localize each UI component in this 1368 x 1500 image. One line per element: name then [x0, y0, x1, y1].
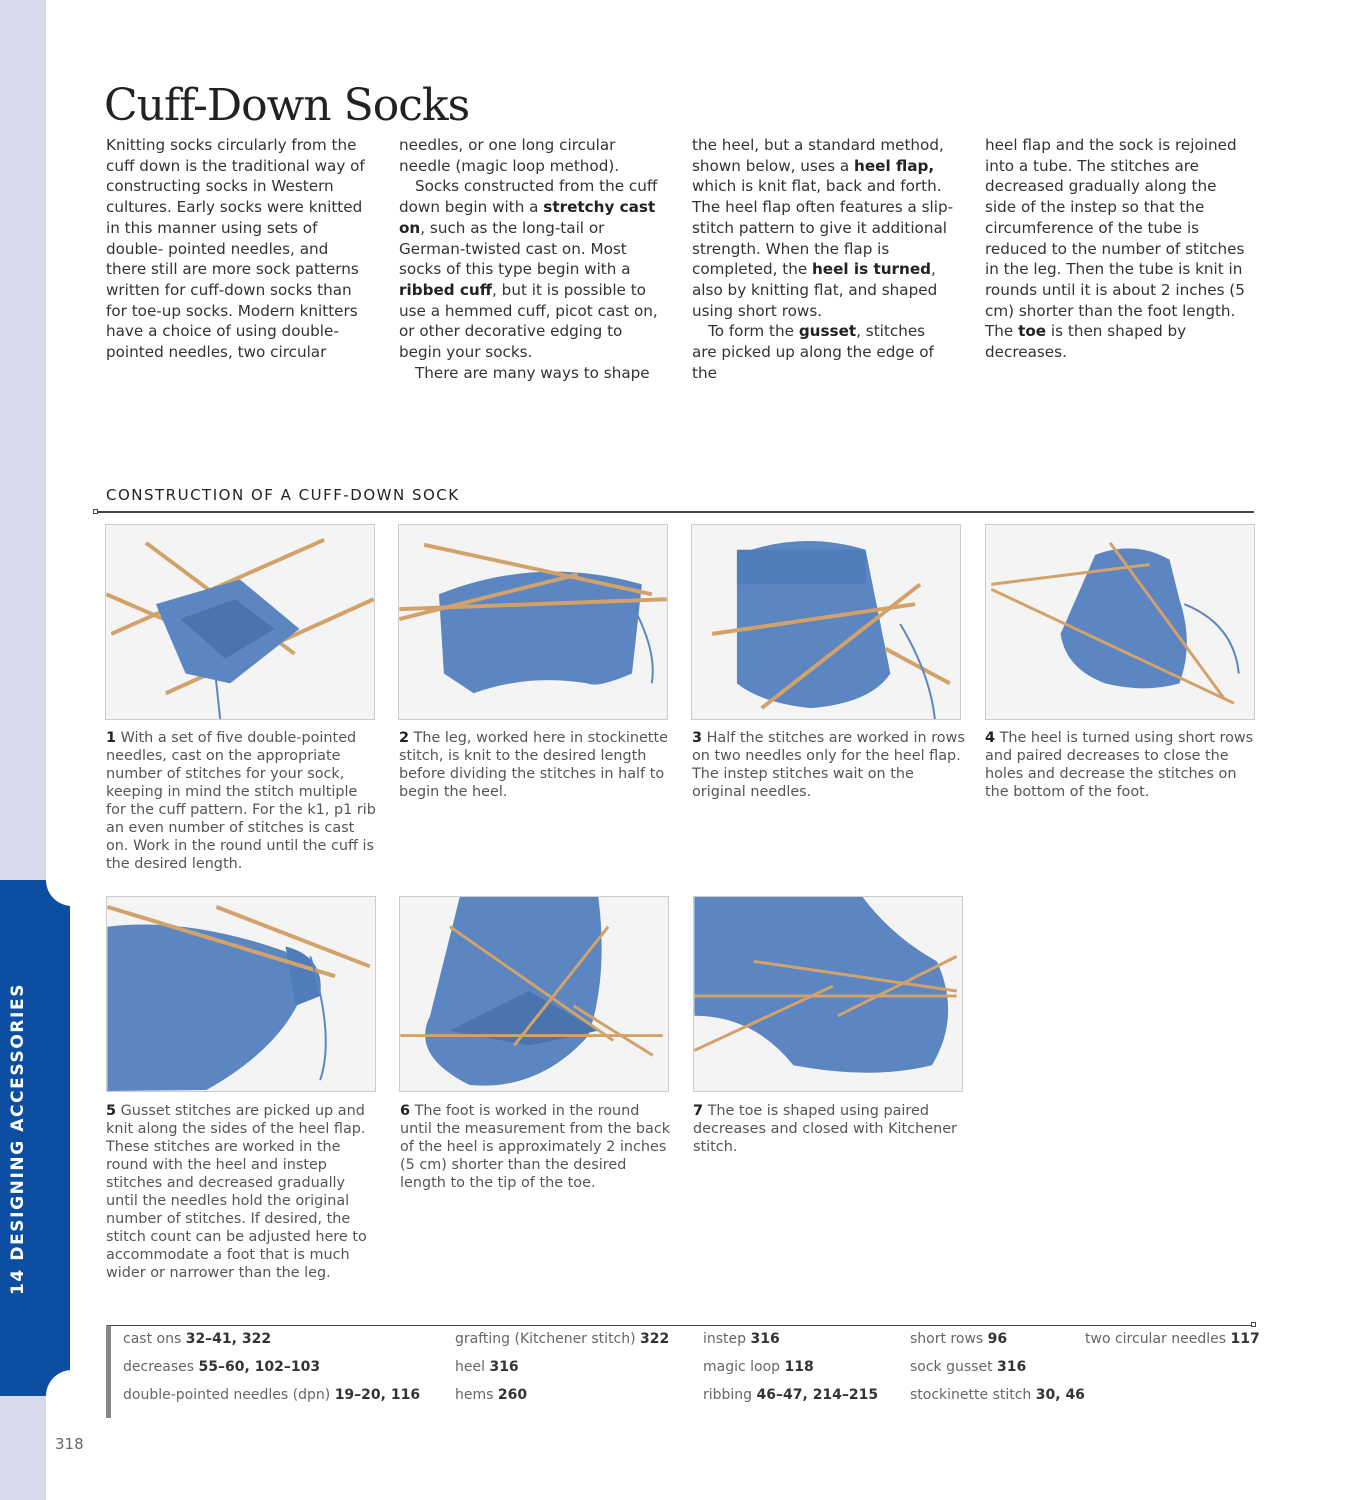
index-entry[interactable]: ribbing 46–47, 214–215	[703, 1387, 879, 1403]
page-number: 318	[55, 1435, 84, 1453]
term-toe: toe	[1018, 322, 1047, 341]
intro-paragraph: the heel, but a standard method, shown below, uses a heel flap, which is knit flat, back and forth. The heel flap often features a slip-stitch pattern to give it additional strength. When the flap is completed, the heel is turned, also by knitting flat, and shaped using short rows.	[692, 136, 954, 320]
index-entry[interactable]: short rows 96	[910, 1331, 1008, 1347]
step-1-caption: 1 With a set of five double-pointed needles, cast on the appropriate number of stitches for your sock, keeping in mind the stitch multiple for the cuff pattern. For the k1, p1 rib an even number of stitches is cast on. Work in the round until the cuff is the desired length.	[106, 730, 376, 872]
section-rule	[96, 511, 1254, 513]
step-4-photo	[985, 524, 1255, 720]
step-1-photo	[105, 524, 375, 720]
term-gusset: gusset	[798, 322, 857, 341]
rule-endpoint	[93, 509, 98, 514]
index-entry[interactable]: magic loop 118	[703, 1359, 814, 1375]
intro-column-3	[692, 135, 954, 383]
step-4-caption: 4 The heel is turned using short rows and paired decreases to close the holes and decrease the stitches on the bottom of the foot.	[985, 730, 1254, 800]
index-entry[interactable]: hems 260	[455, 1387, 528, 1403]
index-entry[interactable]: cast ons 32–41, 322	[123, 1331, 272, 1347]
intro-column-1	[106, 135, 368, 363]
intro-paragraph: To form the gusset, stitches are picked up along the edge of the	[692, 322, 934, 382]
step-5-caption: 5 Gusset stitches are picked up and knit along the sides of the heel flap. These stitches are worked in the round with the heel and instep stitches and decreased gradually until the needles hold the original number of stitches. If desired, the stitch count can be adjusted here to accommodate a foot that is much wider or narrower than the leg.	[106, 1103, 367, 1281]
step-2-photo	[398, 524, 668, 720]
intro-paragraph: There are many ways to shape	[415, 363, 650, 382]
term-stretchy-cast-on: stretchy cast on	[399, 198, 656, 237]
step-3-caption: 3 Half the stitches are worked in rows on two needles only for the heel flap. The instep stitches wait on the original needles.	[692, 730, 965, 800]
index-entry[interactable]: instep 316	[703, 1331, 780, 1347]
step-7-photo	[693, 896, 963, 1092]
step-6-photo	[399, 896, 669, 1092]
index-entry[interactable]: grafting (Kitchener stitch) 322	[455, 1331, 670, 1347]
step-7-caption: 7 The toe is shaped using paired decreases and closed with Kitchener stitch.	[693, 1103, 957, 1155]
intro-paragraph: Knitting socks circularly from the cuff down is the traditional way of constructing socks in Western cultures. Early socks were knitted in this manner using sets of double- pointed needles, and there still are more sock patterns written for cuff-down socks than for toe-up socks. Modern knitters have a choice of using double-pointed needles, two circular	[106, 136, 365, 362]
term-heel-flap: heel flap,	[854, 156, 935, 175]
term-heel-turned: heel is turned	[812, 260, 931, 279]
page-title: Cuff-Down Socks	[104, 80, 470, 131]
index-entry[interactable]: double-pointed needles (dpn) 19–20, 116	[123, 1387, 421, 1403]
index-entry[interactable]: heel 316	[455, 1359, 519, 1375]
step-2-caption: 2 The leg, worked here in stockinette stitch, is knit to the desired length before dividing the stitches in half to begin the heel.	[399, 730, 668, 800]
intro-column-4	[985, 135, 1247, 363]
term-ribbed-cuff: ribbed cuff	[399, 280, 493, 299]
step-5-photo	[106, 896, 376, 1092]
intro-paragraph: Socks constructed from the cuff down begin with a stretchy cast on, such as the long-tail or German-twisted cast on. Most socks of this type begin with a ribbed cuff, but it is possible to use a hemmed cuff, picot cast on, or other decorative edging to begin your socks.	[399, 177, 658, 362]
step-6-caption: 6 The foot is worked in the round until the measurement from the back of the heel is approximately 2 inches (5 cm) shorter than the desired length to the tip of the toe.	[400, 1103, 671, 1191]
intro-paragraph: needles, or one long circular needle (magic loop method).	[399, 136, 620, 175]
section-heading: CONSTRUCTION OF A CUFF-DOWN SOCK	[106, 486, 460, 504]
index-entry[interactable]: decreases 55–60, 102–103	[123, 1359, 321, 1375]
intro-column-2	[399, 135, 661, 383]
step-3-photo	[691, 524, 961, 720]
index-entry[interactable]: sock gusset 316	[910, 1359, 1027, 1375]
index-entry[interactable]: two circular needles 117	[1085, 1331, 1260, 1347]
rule-endpoint	[1251, 1322, 1256, 1327]
intro-paragraph: heel flap and the sock is rejoined into a tube. The stitches are decreased gradually along the side of the instep so that the circumference of the tube is reduced to the number of stitches in the leg. Then the tube is knit in rounds until it is about 2 inches (5 cm) shorter than the foot length. The toe is then shaped by decreases.	[985, 136, 1245, 362]
chapter-tab-label: 14 DESIGNING ACCESSORIES	[8, 982, 28, 1295]
index-entry[interactable]: stockinette stitch 30, 46	[910, 1387, 1085, 1403]
